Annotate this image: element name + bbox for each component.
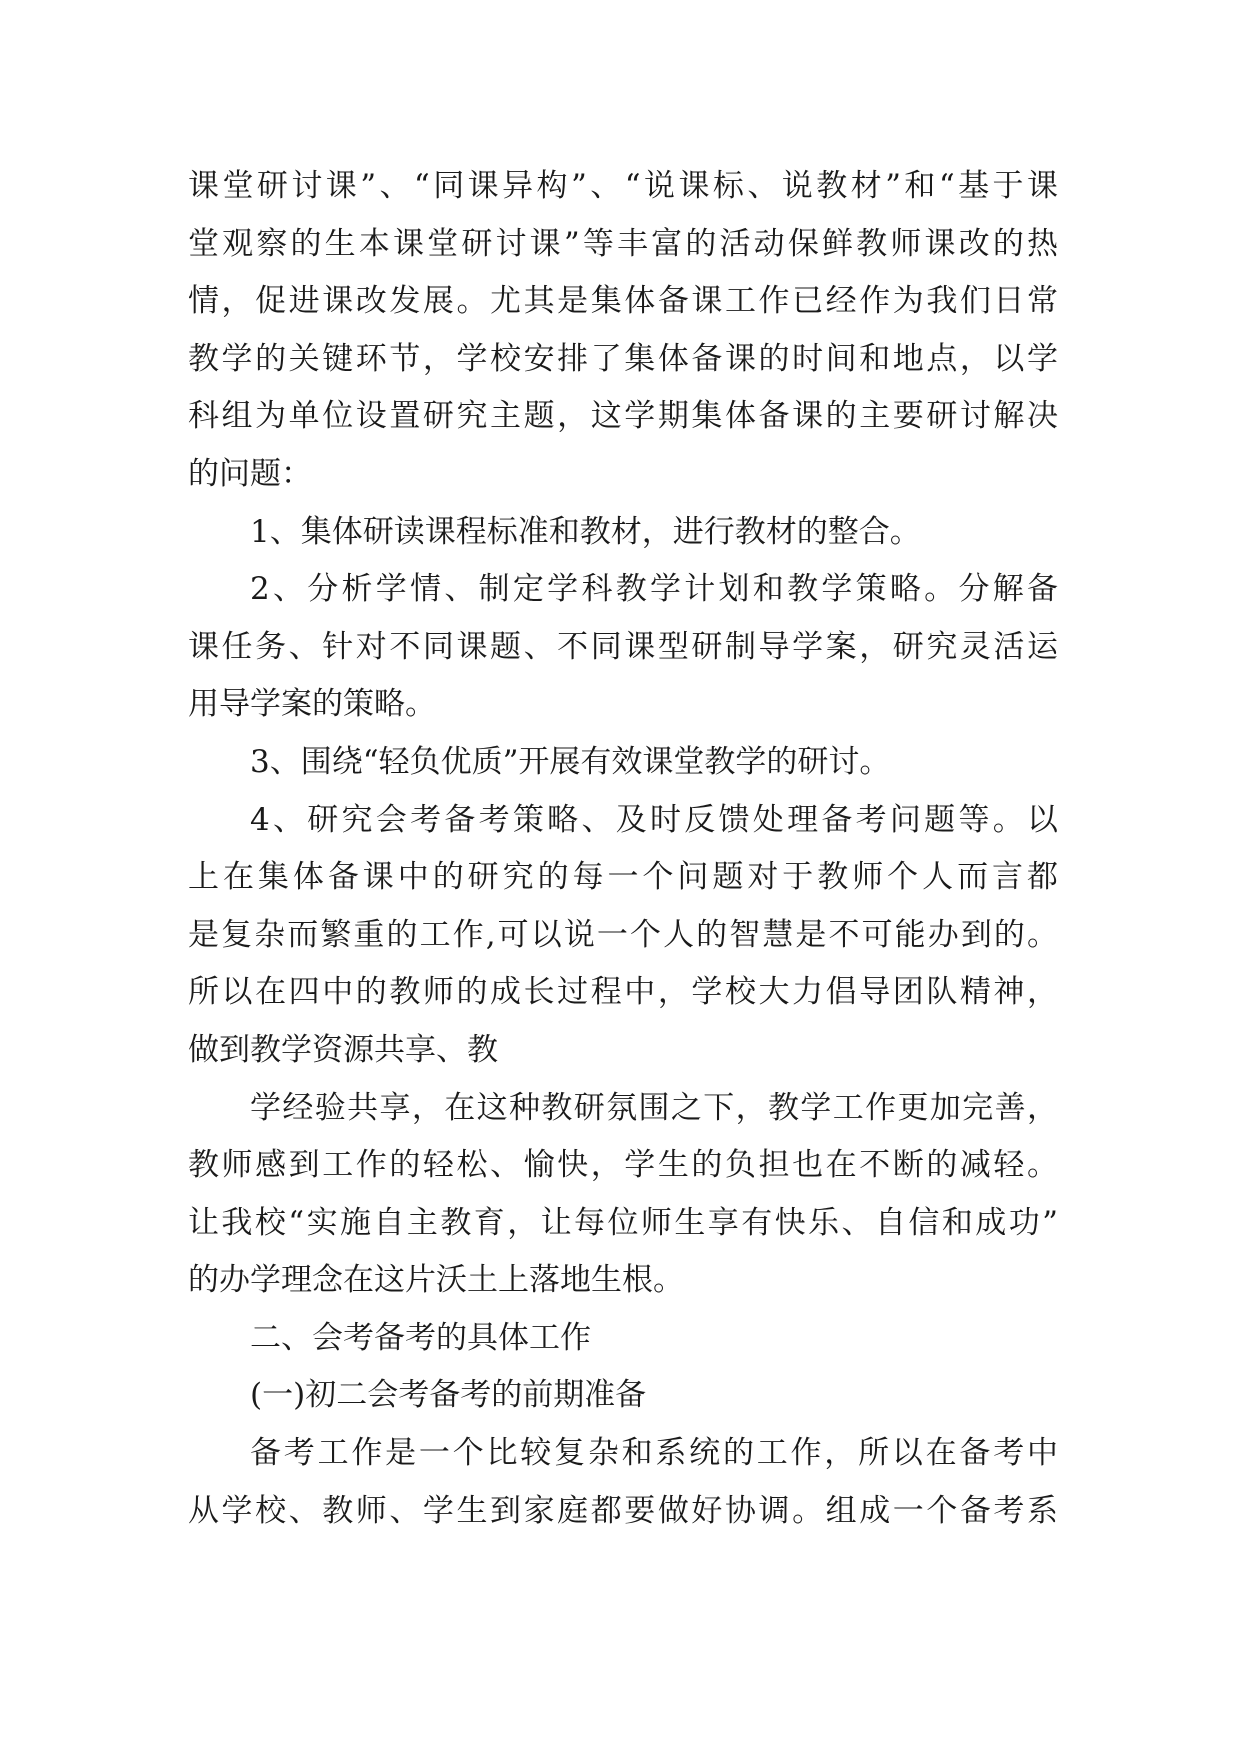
text-line: 做到教学资源共享、教: [188, 1031, 498, 1068]
text-line: 4、研究会考备考策略、及时反馈处理备考问题等。以: [250, 801, 1058, 838]
text-line: 让我校“实施自主教育，让每位师生享有快乐、自信和成功”: [188, 1204, 1058, 1241]
text-line: 是复杂而繁重的工作,可以说一个人的智慧是不可能办到的。: [188, 916, 1058, 953]
text-line: 情，促进课改发展。尤其是集体备课工作已经作为我们日常: [188, 283, 1058, 320]
text-line: 科组为单位设置研究主题，这学期集体备课的主要研讨解决: [188, 398, 1058, 435]
text-line: 二、会考备考的具体工作: [250, 1319, 591, 1356]
text-line: 课堂研讨课”、“同课异构”、“说课标、说教材”和“基于课: [188, 168, 1058, 204]
text-line: 所以在四中的教师的成长过程中，学校大力倡导团队精神，: [188, 974, 1058, 1011]
text-line: 上在集体备课中的研究的每一个问题对于教师个人而言都: [188, 859, 1058, 896]
text-line: 1、集体研读课程标准和教材，进行教材的整合。: [250, 513, 921, 550]
text-line: 教学的关键环节，学校安排了集体备课的时间和地点，以学: [188, 340, 1058, 377]
text-line: 的问题：: [188, 455, 312, 492]
body-text: [188, 158, 1058, 1540]
text-line: 从学校、教师、学生到家庭都要做好协调。组成一个备考系: [188, 1492, 1058, 1529]
text-line: 堂观察的生本课堂研讨课”等丰富的活动保鲜教师课改的热: [188, 225, 1058, 262]
text-line: (一)初二会考备考的前期准备: [250, 1377, 647, 1414]
text-line: 用导学案的策略。: [188, 686, 436, 723]
text-line: 教师感到工作的轻松、愉快，学生的负担也在不断的减轻。: [188, 1147, 1058, 1184]
text-line: 的办学理念在这片沃土上落地生根。: [188, 1262, 684, 1299]
text-line: 2、分析学情、制定学科教学计划和教学策略。分解备: [250, 571, 1058, 608]
text-line: 课任务、针对不同课题、不同课型研制导学案，研究灵活运: [188, 628, 1058, 665]
text-line: 学经验共享，在这种教研氛围之下，教学工作更加完善，: [250, 1089, 1058, 1126]
text-line: 备考工作是一个比较复杂和系统的工作，所以在备考中: [250, 1435, 1058, 1472]
text-line: 3、围绕“轻负优质”开展有效课堂教学的研讨。: [250, 743, 891, 780]
